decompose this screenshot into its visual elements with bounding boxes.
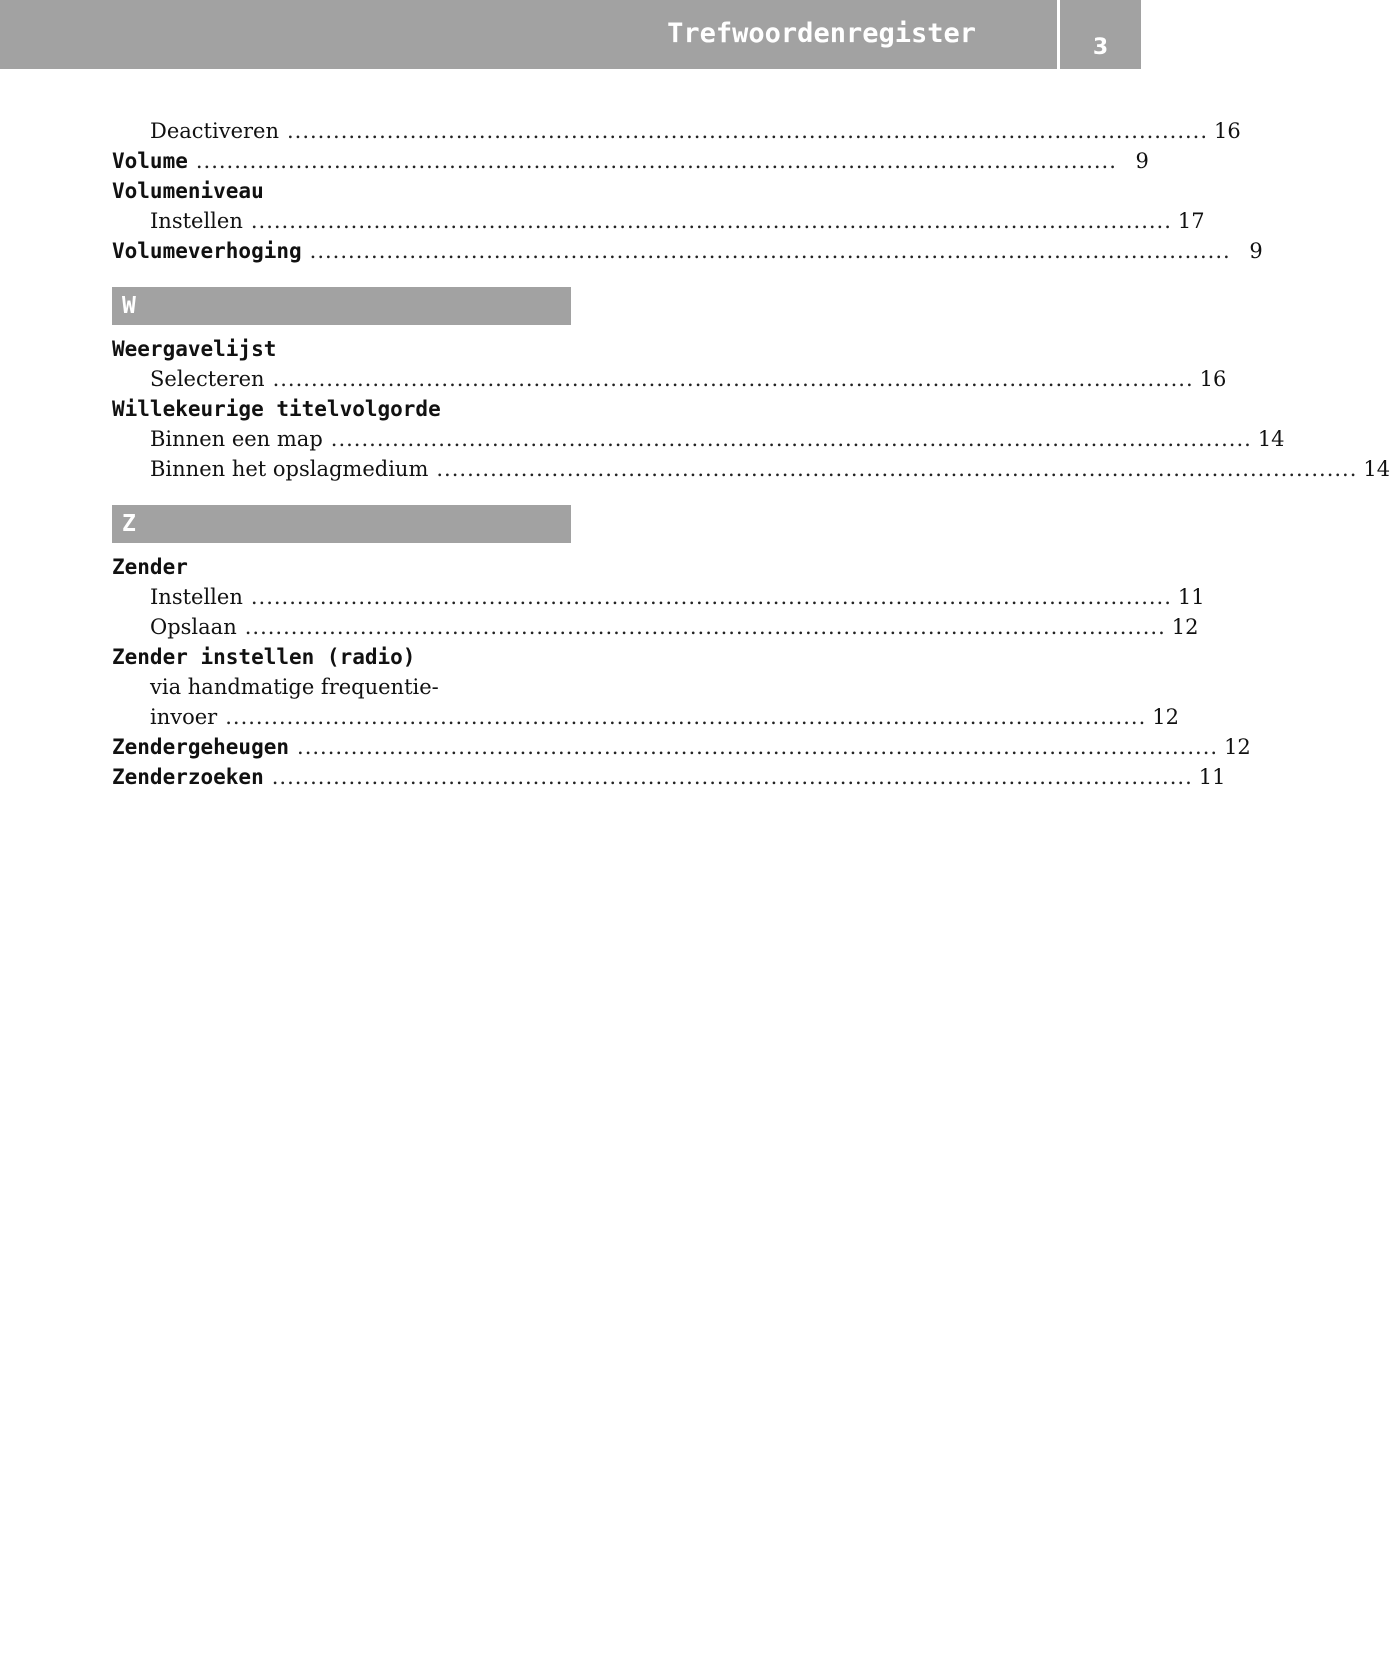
entry-label: Zendergeheugen bbox=[112, 735, 290, 759]
dot-leader: ........................................................................................................................ bbox=[225, 705, 1147, 729]
entry-label: invoer bbox=[150, 705, 218, 729]
dot-leader: ........................................................................................................................ bbox=[250, 585, 1172, 609]
index-entry bbox=[112, 206, 1205, 236]
entry-label: via handmatige frequentie- bbox=[150, 675, 439, 699]
index-entry bbox=[112, 642, 571, 672]
dot-leader: ........................................................................................................................ bbox=[330, 427, 1252, 451]
section-letter-w: W bbox=[112, 287, 571, 325]
dot-leader: ........................................................................................................................ bbox=[286, 119, 1209, 143]
index-entry bbox=[112, 236, 1263, 266]
entry-label: Selecteren bbox=[150, 367, 265, 391]
entry-label: Deactiveren bbox=[150, 119, 279, 143]
entry-label: Zender instellen (radio) bbox=[112, 645, 416, 669]
index-entry bbox=[112, 612, 1199, 642]
index-entry bbox=[112, 146, 1149, 176]
entry-label: Willekeurige titelvolgorde bbox=[112, 397, 441, 421]
index-entry bbox=[112, 672, 571, 702]
entry-page: 11 bbox=[1177, 585, 1205, 609]
index-entry bbox=[112, 394, 571, 424]
entry-label: Instellen bbox=[150, 585, 243, 609]
dot-leader: ........................................................................................................................ bbox=[195, 149, 1117, 173]
dot-leader: ........................................................................................................................ bbox=[272, 367, 1194, 391]
dot-leader: ........................................................................................................................ bbox=[250, 209, 1172, 233]
entry-page: 16 bbox=[1199, 367, 1227, 391]
header-title: Trefwoordenregister bbox=[667, 18, 976, 49]
index-entry bbox=[112, 702, 1179, 732]
entry-page: 9 bbox=[1249, 239, 1263, 263]
entry-label: Binnen het opslagmedium bbox=[150, 457, 429, 481]
dot-leader: ........................................................................................................................ bbox=[297, 735, 1219, 759]
index-entry bbox=[112, 454, 1390, 484]
index-entry bbox=[112, 424, 1285, 454]
entry-label: Binnen een map bbox=[150, 427, 323, 451]
dot-leader: ........................................................................................................................ bbox=[244, 615, 1166, 639]
entry-label: Volumeverhoging bbox=[112, 239, 302, 263]
entry-label: Opslaan bbox=[150, 615, 237, 639]
entry-label: Volumeniveau bbox=[112, 179, 264, 203]
page-number: 3 bbox=[1092, 35, 1109, 60]
section-letter-z: Z bbox=[112, 505, 571, 543]
index-entry bbox=[112, 552, 571, 582]
dot-leader: ........................................................................................................................ bbox=[271, 765, 1193, 789]
entry-page: 14 bbox=[1363, 457, 1390, 481]
entry-page: 9 bbox=[1135, 149, 1149, 173]
index-entry bbox=[112, 762, 1226, 792]
entry-page: 12 bbox=[1224, 735, 1251, 759]
entry-label: Volume bbox=[112, 149, 188, 173]
index-entry bbox=[112, 334, 571, 364]
entry-page: 14 bbox=[1257, 427, 1285, 451]
entry-page: 16 bbox=[1214, 119, 1241, 143]
entry-page: 11 bbox=[1198, 765, 1226, 789]
entry-page: 12 bbox=[1171, 615, 1199, 639]
entry-page: 12 bbox=[1152, 705, 1179, 729]
dot-leader: ........................................................................................................................ bbox=[436, 457, 1358, 481]
index-entry bbox=[112, 732, 1251, 762]
entry-label: Zenderzoeken bbox=[112, 765, 264, 789]
dot-leader: ........................................................................................................................ bbox=[309, 239, 1231, 263]
index-entry bbox=[112, 116, 1241, 146]
index-entry bbox=[112, 176, 571, 206]
entry-label: Instellen bbox=[150, 209, 243, 233]
entry-label: Zender bbox=[112, 555, 188, 579]
index-entry bbox=[112, 582, 1205, 612]
entry-page: 17 bbox=[1177, 209, 1205, 233]
index-entry bbox=[112, 364, 1227, 394]
entry-label: Weergavelijst bbox=[112, 337, 277, 361]
index-column bbox=[112, 116, 1390, 792]
page-header bbox=[0, 0, 1141, 69]
